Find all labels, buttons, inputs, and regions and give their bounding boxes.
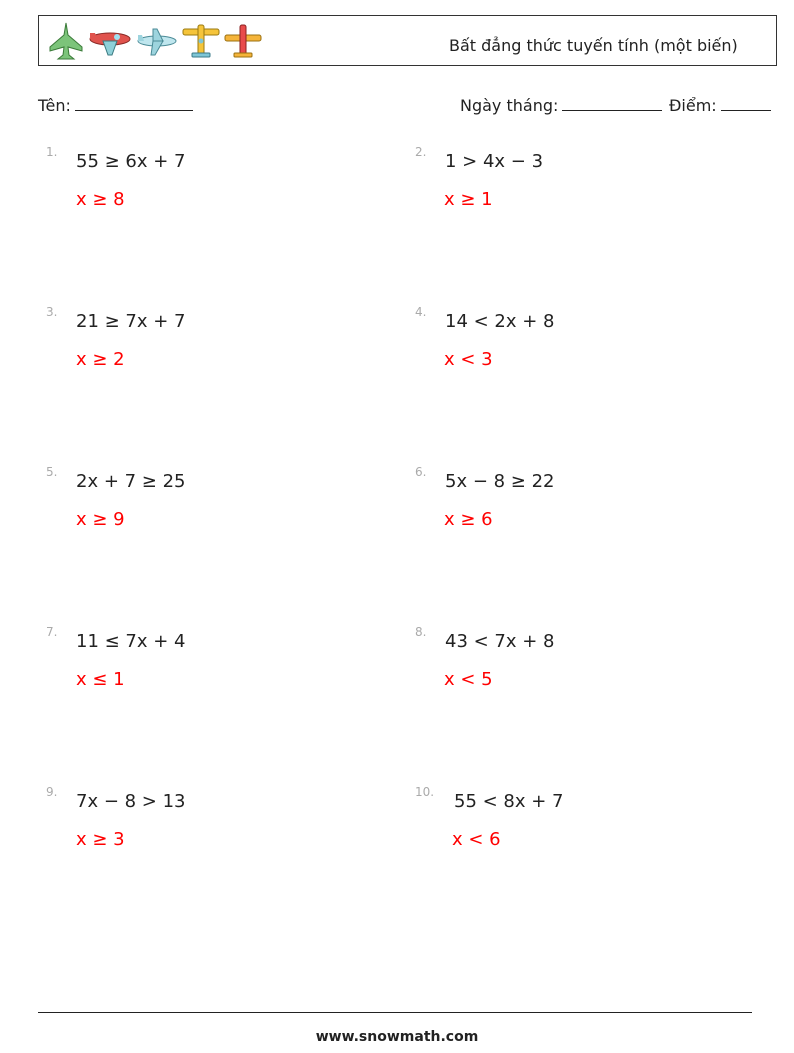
problem-answer: x ≤ 1 bbox=[76, 669, 125, 690]
problem-answer: x ≥ 2 bbox=[76, 349, 125, 370]
date-field bbox=[460, 95, 662, 115]
worksheet-header bbox=[38, 15, 777, 66]
problem-expression: 55 ≥ 6x + 7 bbox=[76, 151, 186, 172]
plane-icons bbox=[47, 21, 263, 61]
yellow-biplane-icon bbox=[181, 21, 221, 61]
problem-number: 5. bbox=[46, 465, 58, 479]
problem-expression: 1 > 4x − 3 bbox=[445, 151, 544, 172]
name-field bbox=[38, 95, 193, 115]
score-field bbox=[669, 95, 771, 115]
problem-answer: x < 5 bbox=[444, 669, 493, 690]
problem-answer: x < 3 bbox=[444, 349, 493, 370]
problem-number: 1. bbox=[46, 145, 58, 159]
problem-answer: x ≥ 8 bbox=[76, 189, 125, 210]
problem-expression: 5x − 8 ≥ 22 bbox=[445, 471, 555, 492]
problem-expression: 2x + 7 ≥ 25 bbox=[76, 471, 186, 492]
problem-number: 3. bbox=[46, 305, 58, 319]
date-blank[interactable] bbox=[562, 95, 662, 111]
red-plane-icon bbox=[87, 21, 133, 61]
footer-divider bbox=[38, 1012, 752, 1013]
problem-number: 6. bbox=[415, 465, 427, 479]
red-biplane-icon bbox=[223, 21, 263, 61]
problem-expression: 21 ≥ 7x + 7 bbox=[76, 311, 186, 332]
problem-number: 8. bbox=[415, 625, 427, 639]
footer-website[interactable]: www.snowmath.com bbox=[315, 1029, 479, 1045]
name-blank[interactable] bbox=[75, 95, 193, 111]
problem-answer: x ≥ 1 bbox=[444, 189, 493, 210]
problem-answer: x ≥ 3 bbox=[76, 829, 125, 850]
problem-expression: 7x − 8 > 13 bbox=[76, 791, 186, 812]
problem-number: 7. bbox=[46, 625, 58, 639]
worksheet-title: Bất đẳng thức tuyến tính (một biến) bbox=[449, 36, 738, 55]
score-blank[interactable] bbox=[721, 95, 771, 111]
problem-expression: 14 < 2x + 8 bbox=[445, 311, 555, 332]
name-label: Tên: bbox=[38, 96, 71, 115]
problem-expression: 11 ≤ 7x + 4 bbox=[76, 631, 186, 652]
problem-answer: x ≥ 9 bbox=[76, 509, 125, 530]
score-label: Điểm: bbox=[669, 96, 717, 115]
problem-expression: 55 < 8x + 7 bbox=[454, 791, 564, 812]
problem-number: 2. bbox=[415, 145, 427, 159]
airliner-icon bbox=[135, 21, 179, 61]
problem-answer: x ≥ 6 bbox=[444, 509, 493, 530]
problem-number: 10. bbox=[415, 785, 435, 799]
problem-number: 4. bbox=[415, 305, 427, 319]
problem-expression: 43 < 7x + 8 bbox=[445, 631, 555, 652]
date-label: Ngày tháng: bbox=[460, 96, 559, 115]
problem-number: 9. bbox=[46, 785, 58, 799]
problem-answer: x < 6 bbox=[452, 829, 501, 850]
fighter-jet-icon bbox=[47, 21, 85, 61]
